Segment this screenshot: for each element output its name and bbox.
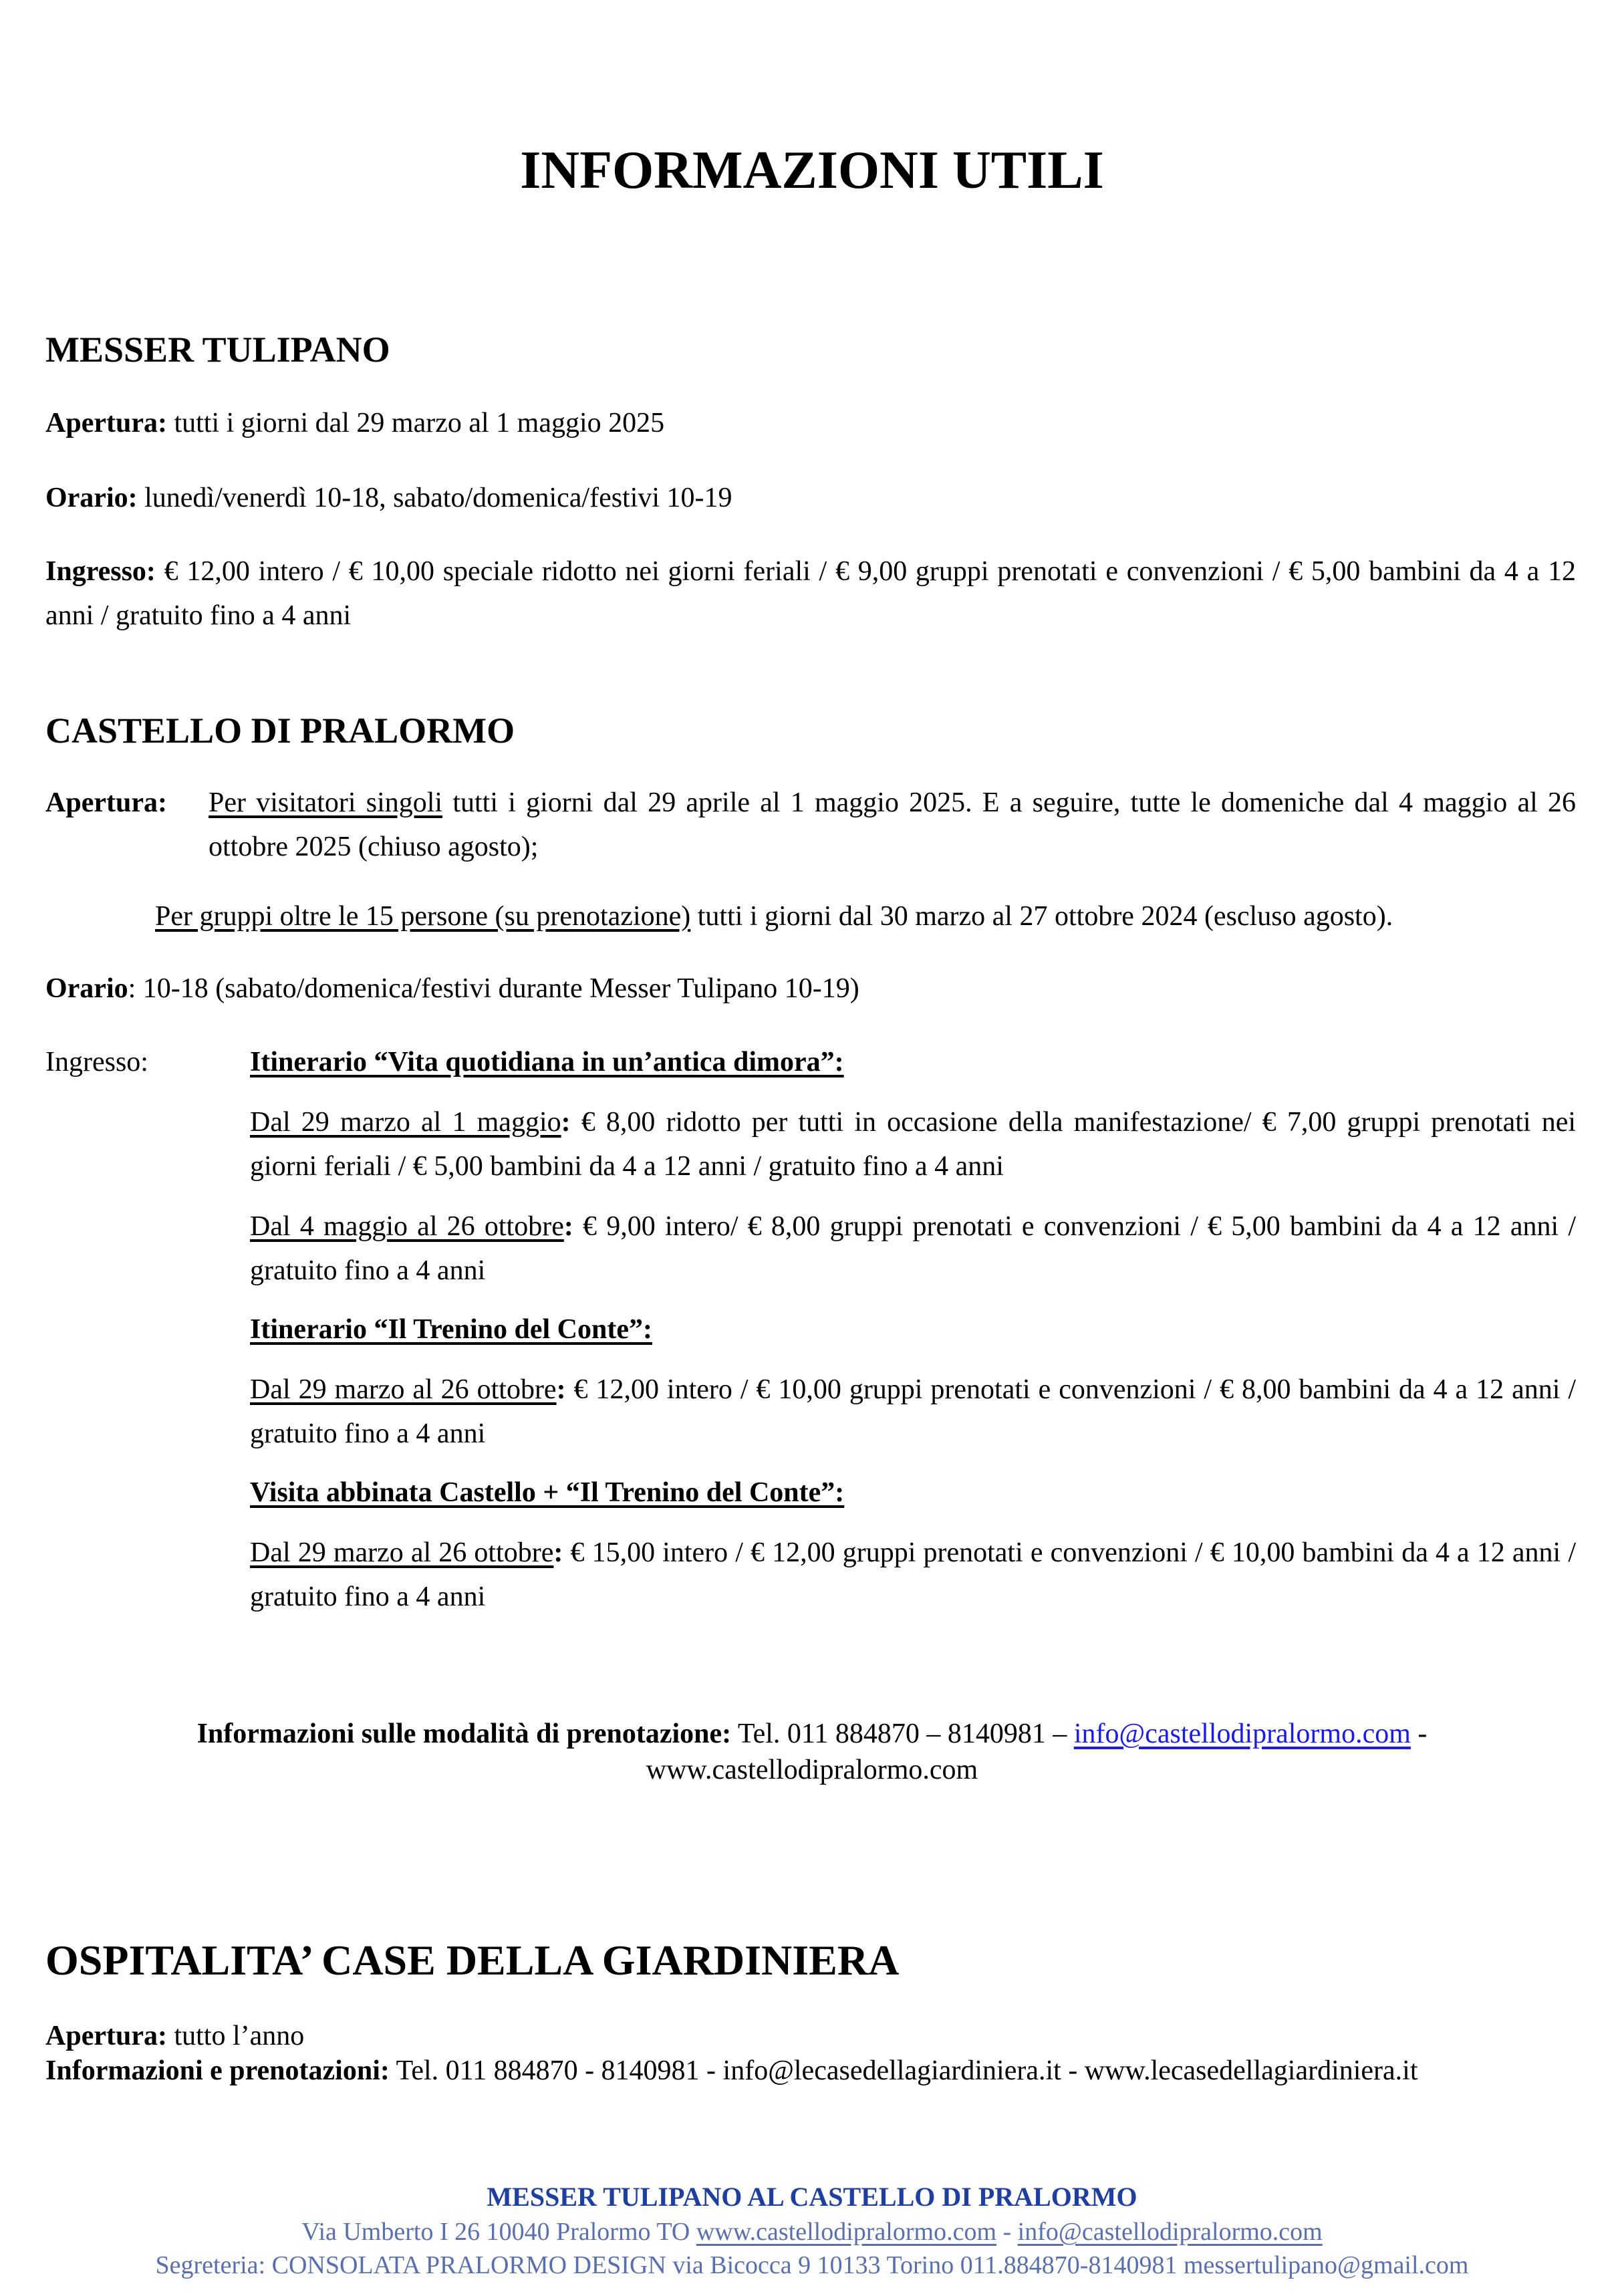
itinerario2-line: Dal 29 marzo al 26 ottobre: € 12,00 intero / € 10,00 gruppi prenotati e convenzioni / € 8,00 bambini da 4 a 12 anni / gratuito fino a 4 anni [250,1374,1576,1449]
castello-apertura-label: Apertura: [45,787,167,818]
prenotazione-website: www.castellodipralormo.com [646,1755,978,1785]
messer-orario-text: lunedì/venerdì 10-18, sabato/domenica/festivi 10-19 [137,483,732,513]
it1-b-label: Dal 4 maggio al 26 ottobre [250,1211,564,1242]
abbinata-title: Visita abbinata Castello + “Il Trenino del Conte”: [250,1477,845,1508]
castello-singoli [209,781,1576,869]
it2-text: € 12,00 intero / € 10,00 gruppi prenotati e convenzioni / € 8,00 bambini da 4 a 12 anni / gratuito fino a 4 anni [250,1374,1576,1449]
ab-label: Dal 29 marzo al 26 ottobre [250,1537,554,1568]
footer-website-link[interactable]: www.castellodipralormo.com [696,2218,997,2246]
messer-ingresso-text: € 12,00 intero / € 10,00 speciale ridotto nei giorni feriali / € 9,00 gruppi prenotati e convenzioni / € 5,00 bambini da 4 a 12 anni / gratuito fino a 4 anni [45,556,1576,631]
castello-heading: CASTELLO DI PRALORMO [45,711,515,751]
ospitalita-apertura-text: tutto l’anno [166,2021,305,2051]
itinerario2-title: Itinerario “Il Trenino del Conte”: [250,1314,652,1345]
itinerario1-a: Dal 29 marzo al 1 maggio: € 8,00 ridotto per tutti in occasione della manifestazione/ € 7,00 gruppi prenotati nei giorni feriali / € 5,00 bambini da 4 a 12 anni / gratuito fino a 4 anni [250,1107,1577,1182]
castello-ingresso-label: Ingresso: [45,1047,148,1077]
messer-orario [45,476,732,520]
gruppi-label: Per gruppi oltre le 15 persone (su prenotazione) [155,901,691,932]
prenotazione-tel: Tel. 011 884870 – 8140981 – [731,1718,1074,1749]
messer-orario-label: Orario: [45,483,138,513]
itinerario1-b: Dal 4 maggio al 26 ottobre: € 9,00 intero/ € 8,00 gruppi prenotati e convenzioni / € 5,00 bambini da 4 a 12 anni / gratuito fino a 4 anni [250,1211,1576,1286]
footer-title: MESSER TULIPANO AL CASTELLO DI PRALORMO [487,2182,1137,2212]
ospitalita-info [45,2053,1418,2088]
gruppi-text: tutti i giorni dal 30 marzo al 27 ottobre 2024 (escluso agosto). [690,901,1393,932]
it1-b-text: € 9,00 intero/ € 8,00 gruppi prenotati e convenzioni / € 5,00 bambini da 4 a 12 anni / gratuito fino a 4 anni [250,1211,1576,1286]
prenotazione-email-link[interactable]: info@castellodipralormo.com [1073,1718,1411,1749]
ospitalita-info-text: Tel. 011 884870 - 8140981 - info@lecasedellagiardiniera.it - www.lecasedellagiardiniera.it [389,2055,1418,2086]
prenotazione-line: Informazioni sulle modalità di prenotazione: Tel. 011 884870 – 8140981 – info@castellodipralormo.com - [196,1718,1428,1749]
it1-a-text: € 8,00 ridotto per tutti in occasione della manifestazione/ € 7,00 gruppi prenotati nei giorni feriali / € 5,00 bambini da 4 a 12 anni / gratuito fino a 4 anni [250,1107,1577,1182]
singoli-text: tutti i giorni dal 29 aprile al 1 maggio 2025. E a seguire, tutte le domeniche dal 4 maggio al 26 ottobre 2025 (chiuso agosto); [209,787,1577,862]
itinerario1-title: Itinerario “Vita quotidiana in un’antica dimora”: [250,1047,844,1077]
ospitalita-apertura [45,2019,304,2053]
castello-orario-label: Orario [45,973,128,1004]
prenotazione-label: Informazioni sulle modalità di prenotazione: [196,1718,732,1749]
ospitalita-apertura-label: Apertura: [45,2021,167,2051]
ab-text: € 15,00 intero / € 12,00 gruppi prenotati e convenzioni / € 10,00 bambini da 4 a 12 anni / gratuito fino a 4 anni [250,1537,1576,1612]
ospitalita-heading: OSPITALITA’ CASE DELLA GIARDINIERA [45,1936,900,1984]
footer-address-text: Via Umberto I 26 10040 Pralormo TO [301,2218,696,2246]
footer-segreteria: Segreteria: CONSOLATA PRALORMO DESIGN via Bicocca 9 10133 Torino 011.884870-8140981 messertulipano@gmail.com [155,2251,1469,2279]
page-title: INFORMAZIONI UTILI [520,141,1104,200]
messer-ingresso [45,549,1576,638]
messer-apertura-label: Apertura: [45,408,167,438]
it2-label: Dal 29 marzo al 26 ottobre [250,1374,557,1405]
singoli-label: Per visitatori singoli [209,787,443,818]
ospitalita-info-label: Informazioni e prenotazioni: [45,2055,390,2086]
messer-apertura [45,401,664,445]
castello-gruppi [155,894,1393,938]
castello-orario [45,967,859,1011]
messer-apertura-text: tutti i giorni dal 29 marzo al 1 maggio 2025 [166,408,665,438]
it1-a-label: Dal 29 marzo al 1 maggio [250,1107,561,1138]
footer-address: Via Umberto I 26 10040 Pralormo TO www.castellodipralormo.com - info@castellodipralormo.com [301,2218,1323,2246]
footer-email-link[interactable]: info@castellodipralormo.com [1017,2218,1323,2246]
abbinata-line: Dal 29 marzo al 26 ottobre: € 15,00 intero / € 12,00 gruppi prenotati e convenzioni / € 10,00 bambini da 4 a 12 anni / gratuito fino a 4 anni [250,1537,1576,1612]
castello-orario-text: : 10-18 (sabato/domenica/festivi durante Messer Tulipano 10-19) [128,973,859,1004]
messer-heading: MESSER TULIPANO [45,330,390,370]
messer-ingresso-label: Ingresso: [45,556,156,587]
